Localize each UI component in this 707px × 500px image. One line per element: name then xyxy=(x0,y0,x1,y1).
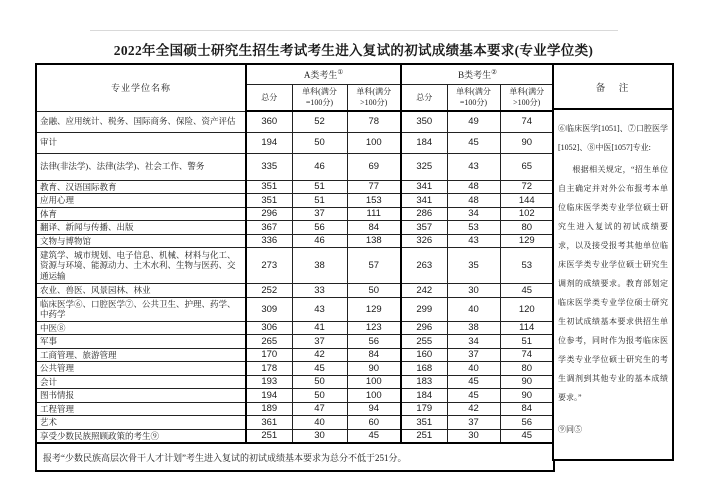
b-eq100-line1: 单科(满分 xyxy=(456,87,491,97)
program-name-cell: 文物与博物馆 xyxy=(36,234,246,248)
a-eq100-cell: 50 xyxy=(292,389,347,403)
b-gt100-cell: 144 xyxy=(500,194,554,208)
table-row xyxy=(36,362,554,376)
b-gt100-cell: 51 xyxy=(500,335,554,349)
b-gt100-cell: 84 xyxy=(500,402,554,416)
b-eq100-line2: =100分) xyxy=(459,98,488,108)
b-total-cell: 350 xyxy=(401,111,447,132)
a-eq100-line2: =100分) xyxy=(305,98,334,108)
b-gt100-line2: >100分) xyxy=(513,98,541,108)
a-eq100-cell: 51 xyxy=(292,194,347,208)
a-gt100-cell: 100 xyxy=(347,375,401,389)
a-eq100-cell: 40 xyxy=(292,416,347,430)
b-gt100-cell: 72 xyxy=(500,180,554,194)
table-row xyxy=(36,194,554,208)
a-eq100-cell: 51 xyxy=(292,180,347,194)
table-row xyxy=(36,111,554,132)
table-row xyxy=(36,248,554,284)
a-gt100-line1: 单科(满分 xyxy=(356,87,392,97)
b-eq100-cell: 48 xyxy=(447,180,500,194)
table-row xyxy=(36,221,554,235)
b-gt100-cell: 102 xyxy=(500,207,554,221)
b-eq100-cell: 48 xyxy=(447,194,500,208)
a-gt100-cell: 129 xyxy=(347,297,401,321)
a-total-cell: 351 xyxy=(246,180,292,194)
b-total-cell: 183 xyxy=(401,375,447,389)
a-total-cell: 296 xyxy=(246,207,292,221)
b-gt100-cell: 53 xyxy=(500,248,554,284)
a-gt100-cell: 77 xyxy=(347,180,401,194)
a-eq100-cell: 46 xyxy=(292,153,347,180)
a-eq100-cell: 37 xyxy=(292,335,347,349)
a-eq100-cell: 41 xyxy=(292,321,347,335)
b-eq100-cell: 43 xyxy=(447,234,500,248)
group-a-label: A类考生 xyxy=(303,69,338,80)
b-gt100-cell: 129 xyxy=(500,234,554,248)
b-eq100-cell: 30 xyxy=(447,429,500,443)
table-row xyxy=(36,348,554,362)
a-gt100-cell: 123 xyxy=(347,321,401,335)
score-table xyxy=(35,63,555,472)
table-row xyxy=(36,153,554,180)
b-total-cell: 251 xyxy=(401,429,447,443)
program-name-cell: 艺术 xyxy=(36,416,246,430)
a-total-cell: 251 xyxy=(246,429,292,443)
a-gt100-cell: 84 xyxy=(347,221,401,235)
footer-row xyxy=(36,443,554,471)
b-total-cell: 325 xyxy=(401,153,447,180)
a-gt100-cell: 138 xyxy=(347,234,401,248)
program-name-cell: 审计 xyxy=(36,132,246,153)
a-total-cell: 194 xyxy=(246,132,292,153)
b-total-cell: 184 xyxy=(401,389,447,403)
b-total-cell: 296 xyxy=(401,321,447,335)
a-eq100-cell: 38 xyxy=(292,248,347,284)
column-header-a-gt100 xyxy=(347,84,401,111)
a-total-cell: 367 xyxy=(246,221,292,235)
a-gt100-cell: 100 xyxy=(347,132,401,153)
remark-header: 备 注 xyxy=(554,65,672,110)
a-eq100-cell: 50 xyxy=(292,375,347,389)
a-eq100-cell: 46 xyxy=(292,234,347,248)
b-gt100-cell: 120 xyxy=(500,297,554,321)
table-row xyxy=(36,335,554,349)
b-gt100-cell: 90 xyxy=(500,389,554,403)
table-row xyxy=(36,375,554,389)
b-gt100-cell: 45 xyxy=(500,429,554,443)
b-eq100-cell: 45 xyxy=(447,132,500,153)
program-name-cell: 工程管理 xyxy=(36,402,246,416)
program-name-cell: 体育 xyxy=(36,207,246,221)
b-gt100-cell: 45 xyxy=(500,284,554,298)
b-eq100-cell: 38 xyxy=(447,321,500,335)
a-eq100-cell: 56 xyxy=(292,221,347,235)
group-header-row xyxy=(36,64,554,84)
b-eq100-cell: 30 xyxy=(447,284,500,298)
a-gt100-cell: 111 xyxy=(347,207,401,221)
group-b-note-ref: ② xyxy=(491,68,497,76)
a-gt100-cell: 78 xyxy=(347,111,401,132)
a-gt100-cell: 100 xyxy=(347,389,401,403)
table-row xyxy=(36,389,554,403)
b-eq100-cell: 45 xyxy=(447,375,500,389)
a-total-cell: 309 xyxy=(246,297,292,321)
remark-note-minority: ⑨同⑤ xyxy=(558,425,582,434)
table-row xyxy=(36,180,554,194)
a-gt100-cell: 153 xyxy=(347,194,401,208)
group-a-note-ref: ① xyxy=(337,68,344,76)
table-row xyxy=(36,132,554,153)
b-gt100-cell: 90 xyxy=(500,132,554,153)
program-name-cell: 享受少数民族照顾政策的考生⑨ xyxy=(36,429,246,443)
program-name-cell: 工商管理、旅游管理 xyxy=(36,348,246,362)
a-total-cell: 273 xyxy=(246,248,292,284)
remark-note-regulation: 根据相关规定，“招生单位自主确定并对外公布报考本单位临床医学类专业学位硕士研究生进入复试的初试成绩要求，以及接受报考其他单位临床医学类专业学位硕士研究生调剂的成绩要求。教育部划定临床医学类专业学位硕士研究生初试成绩基本要求供招生单位参考，同时作为报考临床医学类专业学位硕士研究生的考生调剂到其他专业的基本成绩要求。” xyxy=(558,165,668,402)
a-eq100-cell: 42 xyxy=(292,348,347,362)
b-gt100-cell: 80 xyxy=(500,221,554,235)
table-row xyxy=(36,416,554,430)
b-total-cell: 255 xyxy=(401,335,447,349)
page-title: 2022年全国硕士研究生招生考试考生进入复试的初试成绩基本要求(专业学位类) xyxy=(113,43,594,58)
table-body xyxy=(36,111,554,443)
table-row xyxy=(36,207,554,221)
a-total-cell: 335 xyxy=(246,153,292,180)
b-eq100-cell: 49 xyxy=(447,111,500,132)
column-header-b-total: 总分 xyxy=(401,84,447,111)
column-header-b-eq100 xyxy=(447,84,500,111)
a-total-cell: 178 xyxy=(246,362,292,376)
b-eq100-cell: 45 xyxy=(447,389,500,403)
b-gt100-cell: 114 xyxy=(500,321,554,335)
remark-body xyxy=(554,110,672,439)
program-name-cell: 金融、应用统计、税务、国际商务、保险、资产评估 xyxy=(36,111,246,132)
a-total-cell: 361 xyxy=(246,416,292,430)
b-gt100-cell: 56 xyxy=(500,416,554,430)
a-total-cell: 194 xyxy=(246,389,292,403)
a-eq100-cell: 52 xyxy=(292,111,347,132)
program-name-cell: 教育、汉语国际教育 xyxy=(36,180,246,194)
a-eq100-cell: 45 xyxy=(292,362,347,376)
b-total-cell: 242 xyxy=(401,284,447,298)
a-total-cell: 170 xyxy=(246,348,292,362)
program-name-cell: 中医⑧ xyxy=(36,321,246,335)
b-eq100-cell: 35 xyxy=(447,248,500,284)
table-row xyxy=(36,402,554,416)
b-gt100-cell: 80 xyxy=(500,362,554,376)
program-name-cell: 临床医学⑥、口腔医学⑦、公共卫生、护理、药学、中药学 xyxy=(36,297,246,321)
b-gt100-cell: 90 xyxy=(500,375,554,389)
a-gt100-cell: 69 xyxy=(347,153,401,180)
a-eq100-cell: 37 xyxy=(292,207,347,221)
a-eq100-line1: 单科(满分 xyxy=(302,87,337,97)
footer-note: 报考“少数民族高层次骨干人才计划”考生进入复试的初试成绩基本要求为总分不低于251分。 xyxy=(36,443,554,471)
table-row xyxy=(36,284,554,298)
column-header-b-gt100 xyxy=(500,84,554,111)
a-gt100-cell: 84 xyxy=(347,348,401,362)
program-name-cell: 会计 xyxy=(36,375,246,389)
b-total-cell: 357 xyxy=(401,221,447,235)
b-total-cell: 341 xyxy=(401,180,447,194)
program-name-cell: 农业、兽医、风景园林、林业 xyxy=(36,284,246,298)
program-name-cell: 图书情报 xyxy=(36,389,246,403)
b-total-cell: 286 xyxy=(401,207,447,221)
b-eq100-cell: 40 xyxy=(447,297,500,321)
b-total-cell: 299 xyxy=(401,297,447,321)
program-name-cell: 法律(非法学)、法律(法学)、社会工作、警务 xyxy=(36,153,246,180)
a-eq100-cell: 47 xyxy=(292,402,347,416)
a-total-cell: 265 xyxy=(246,335,292,349)
a-total-cell: 193 xyxy=(246,375,292,389)
a-total-cell: 336 xyxy=(246,234,292,248)
b-eq100-cell: 40 xyxy=(447,362,500,376)
b-gt100-cell: 74 xyxy=(500,348,554,362)
top-rule xyxy=(90,30,618,31)
a-eq100-cell: 33 xyxy=(292,284,347,298)
b-eq100-cell: 34 xyxy=(447,335,500,349)
b-total-cell: 168 xyxy=(401,362,447,376)
table-row xyxy=(36,429,554,443)
b-total-cell: 160 xyxy=(401,348,447,362)
program-name-cell: 应用心理 xyxy=(36,194,246,208)
b-eq100-cell: 43 xyxy=(447,153,500,180)
b-gt100-cell: 74 xyxy=(500,111,554,132)
table-row xyxy=(36,297,554,321)
b-total-cell: 263 xyxy=(401,248,447,284)
b-eq100-cell: 37 xyxy=(447,348,500,362)
a-eq100-cell: 30 xyxy=(292,429,347,443)
a-eq100-cell: 43 xyxy=(292,297,347,321)
remark-panel xyxy=(552,63,674,461)
column-header-group-b xyxy=(401,64,554,84)
group-b-label: B类考生 xyxy=(458,69,492,80)
table-row xyxy=(36,234,554,248)
program-name-cell: 公共管理 xyxy=(36,362,246,376)
a-gt100-line2: >100分) xyxy=(360,98,388,108)
a-gt100-cell: 90 xyxy=(347,362,401,376)
b-eq100-cell: 37 xyxy=(447,416,500,430)
a-total-cell: 351 xyxy=(246,194,292,208)
a-gt100-cell: 50 xyxy=(347,284,401,298)
a-total-cell: 189 xyxy=(246,402,292,416)
b-total-cell: 351 xyxy=(401,416,447,430)
a-total-cell: 360 xyxy=(246,111,292,132)
a-eq100-cell: 50 xyxy=(292,132,347,153)
program-name-cell: 建筑学、城市规划、电子信息、机械、材料与化工、资源与环境、能源动力、土木水利、生物与医药、交通运输 xyxy=(36,248,246,284)
a-gt100-cell: 45 xyxy=(347,429,401,443)
a-gt100-cell: 94 xyxy=(347,402,401,416)
column-header-a-eq100 xyxy=(292,84,347,111)
b-total-cell: 341 xyxy=(401,194,447,208)
b-total-cell: 179 xyxy=(401,402,447,416)
a-total-cell: 306 xyxy=(246,321,292,335)
b-eq100-cell: 53 xyxy=(447,221,500,235)
column-header-group-a xyxy=(246,64,401,84)
b-gt100-cell: 65 xyxy=(500,153,554,180)
program-name-cell: 翻译、新闻与传播、出版 xyxy=(36,221,246,235)
column-header-a-total: 总分 xyxy=(246,84,292,111)
program-name-cell: 军事 xyxy=(36,335,246,349)
a-gt100-cell: 60 xyxy=(347,416,401,430)
a-gt100-cell: 57 xyxy=(347,248,401,284)
b-eq100-cell: 42 xyxy=(447,402,500,416)
column-header-program: 专业学位名称 xyxy=(36,64,246,111)
b-eq100-cell: 34 xyxy=(447,207,500,221)
b-total-cell: 184 xyxy=(401,132,447,153)
a-gt100-cell: 56 xyxy=(347,335,401,349)
b-gt100-line1: 单科(满分 xyxy=(509,87,545,97)
remark-note-medical: ⑥临床医学[1051]、⑦口腔医学[1052]、⑧中医[1057]专业: xyxy=(558,124,668,152)
a-total-cell: 252 xyxy=(246,284,292,298)
table-row xyxy=(36,321,554,335)
b-total-cell: 326 xyxy=(401,234,447,248)
